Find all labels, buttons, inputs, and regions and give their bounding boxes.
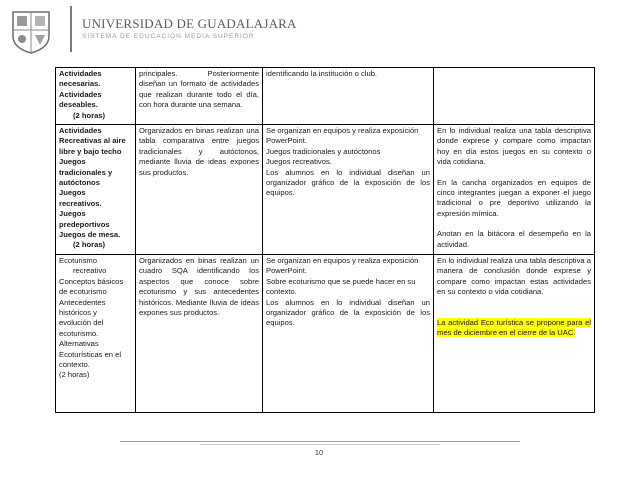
development-activity-cell [263, 125, 434, 255]
topic-line: Juegos de mesa. [59, 230, 121, 240]
table-row [56, 68, 595, 125]
closing-paragraph: En lo individual realiza una tabla descriptiva donde exprese y compare como impactan hoy en día estos juegos en su contexto o vida cotidiana. [437, 126, 591, 167]
topic-line: Alternativas [59, 339, 99, 349]
topic-line: evolución del [59, 318, 104, 328]
footer-rule-accent [200, 444, 440, 445]
activities-table [55, 67, 595, 413]
topic-line: Antecedentes [59, 297, 106, 307]
highlighted-note: La actividad Eco turística se propone para el mes de diciembre en el cierre de la UAC. [437, 317, 591, 338]
topic-line: Juegos [59, 157, 86, 167]
topic-line: Actividades [59, 126, 102, 135]
closing-activity-cell [434, 255, 595, 413]
development-line: Se organizan en equipos y realiza exposición PowerPoint. [266, 256, 419, 276]
closing-activity-cell [434, 125, 595, 255]
university-crest-icon [10, 10, 52, 54]
closing-activity-cell [434, 68, 595, 125]
footer-rule [120, 441, 520, 442]
opening-activity-cell: Organizados en binas realizan un cuadro SQA identificando los aspectos que conoce sobre ecoturismo y sus antecedentes históricos. Mediante lluvia de ideas expones sus productos. [136, 255, 263, 413]
table-row [56, 125, 595, 255]
university-name: UNIVERSIDAD DE GUADALAJARA [82, 16, 297, 31]
topic-cell [56, 125, 136, 255]
topic-line: Conceptos básicos [59, 276, 124, 286]
topic-line: tradicionales y [59, 167, 113, 177]
topic-hours: (2 horas) [73, 110, 106, 120]
closing-paragraph: En la cancha organizados en equipos de cinco integrantes juegan a exponer el juego tradicional o pre deportivo utilizando la expresión mímica. [437, 177, 591, 218]
table-row [56, 255, 595, 413]
opening-activity-cell: Organizados en binas realizan una tabla comparativa entre juegos tradicionales y autóctonos, mediante lluvia de ideas expones sus productos. [136, 125, 263, 255]
topic-line: históricos y [59, 308, 97, 318]
topic-line: de ecoturismo [59, 287, 107, 297]
topic-line: autóctonos [59, 178, 100, 188]
development-activity-cell: identificando la institución o club. [263, 68, 434, 125]
closing-paragraph: Anotan en la bitácora el desempeño en la actividad. [437, 229, 591, 249]
topic-cell [56, 68, 136, 125]
topic-hours: (2 horas) [73, 240, 106, 250]
opening-activity-cell: principales. Posteriormente diseñan un formato de actividades que realizan durante todo el día, con hora durante una semana. [136, 68, 263, 125]
topic-line: Recreativas al aire [59, 136, 126, 146]
page-number: 10 [314, 448, 324, 457]
topic-line: Juegos [59, 209, 86, 219]
topic-line: contexto. [59, 360, 90, 370]
topic-line: Actividades [59, 89, 102, 99]
development-line: Sobre ecoturismo que se puede hacer en su contexto. [266, 276, 416, 297]
development-line: Se organizan en equipos y realiza exposición PowerPoint. [266, 126, 419, 146]
topic-cell [56, 255, 136, 413]
topic-line: recreativo [73, 266, 107, 276]
topic-line: Actividades [59, 69, 102, 78]
page-header [0, 0, 638, 60]
development-line: Los alumnos en lo individual diseñan un organizador gráfico de la exposición de los equipos. [266, 167, 430, 198]
development-line: Juegos recreativos. [266, 157, 332, 167]
topic-line: ecoturismo. [59, 328, 99, 338]
topic-hours: (2 horas) [59, 370, 90, 380]
topic-line: predeportivos [59, 219, 110, 229]
topic-line: libre y bajo techo [59, 146, 122, 156]
topic-line: deseables. [59, 100, 98, 110]
closing-paragraph: En lo individual realiza una tabla descriptiva a manera de conclusión donde exprese y compare como impactan estas actividades en su contexto o vida cotidiana. [437, 256, 591, 297]
development-line: Juegos tradicionales y autóctonos [266, 146, 381, 156]
topic-line: Ecoturísticas en el [59, 349, 122, 359]
development-activity-cell [263, 255, 434, 413]
topic-line: recreativos. [59, 198, 102, 208]
education-system-name: SISTEMA DE EDUCACIÓN MEDIA SUPERIOR [82, 33, 255, 40]
topic-line: Juegos [59, 188, 86, 198]
development-line: Los alumnos en lo individual diseñan un organizador gráfico de la exposición de los equipos. [266, 297, 430, 328]
topic-line: Ecoturismo [59, 256, 97, 265]
header-divider [70, 6, 72, 52]
topic-line: necesarias. [59, 79, 101, 89]
